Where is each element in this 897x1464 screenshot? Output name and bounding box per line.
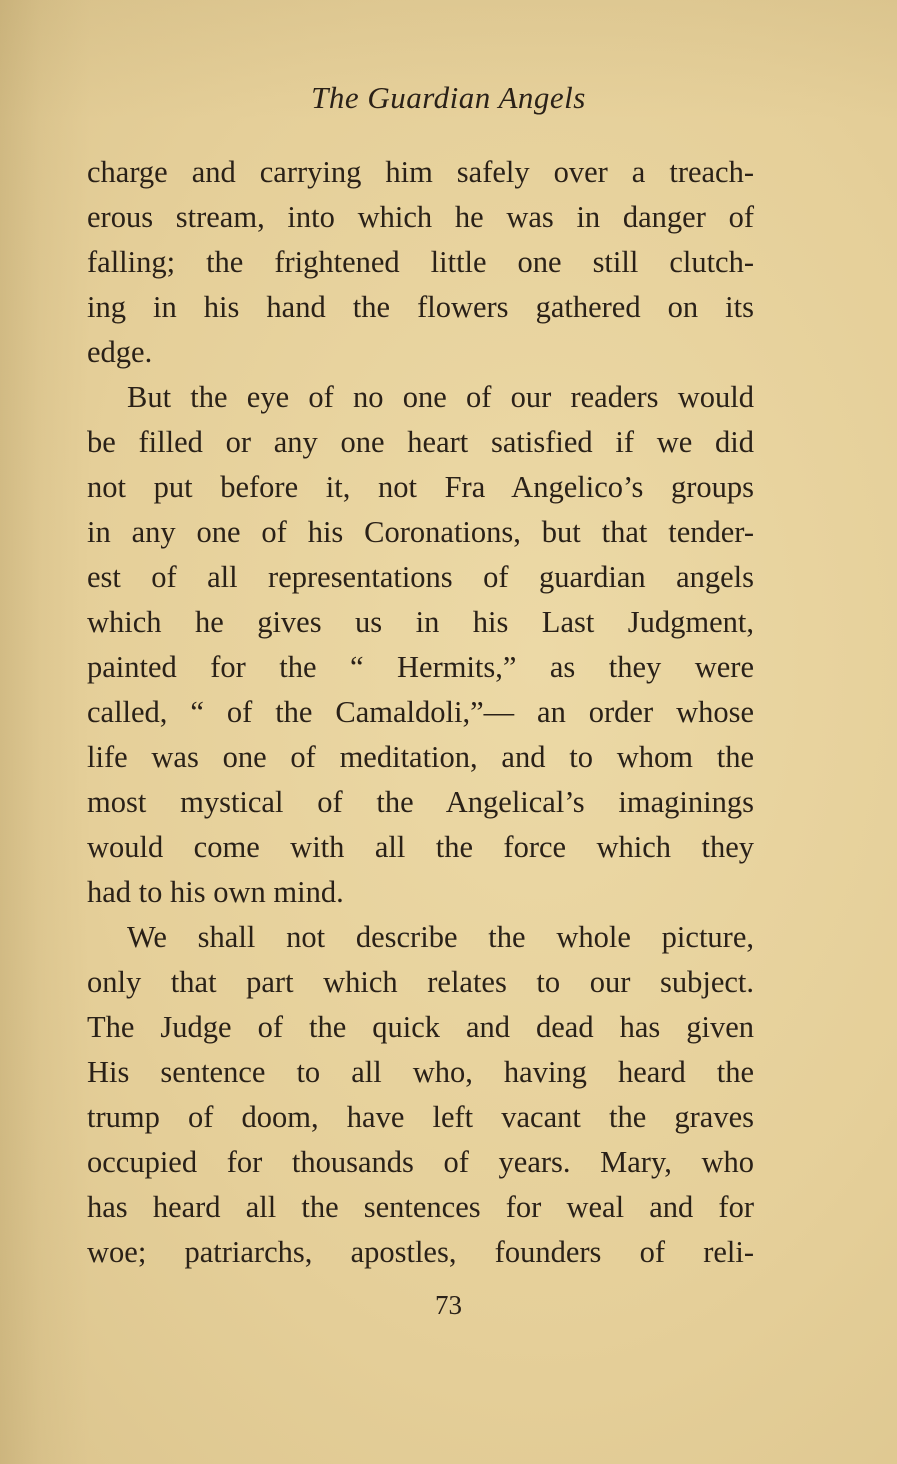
text-line: only that part which relates to our subject.	[87, 965, 754, 999]
text-line: be filled or any one heart satisfied if we did	[87, 425, 754, 459]
text-line: called, “ of the Camaldoli,”— an order whose	[87, 695, 754, 729]
text-line: We shall not describe the whole picture,	[127, 920, 754, 954]
page-number: 73	[435, 1290, 462, 1320]
text-line: edge.	[87, 335, 153, 369]
text-line: But the eye of no one of our readers would	[127, 380, 754, 414]
text-line: woe; patriarchs, apostles, founders of reli-	[87, 1235, 754, 1269]
body-text	[87, 150, 754, 1275]
text-line: His sentence to all who, having heard the	[87, 1055, 754, 1089]
text-line: erous stream, into which he was in danger of	[87, 200, 754, 234]
text-line: in any one of his Coronations, but that tender-	[87, 515, 754, 549]
text-line: life was one of meditation, and to whom the	[87, 740, 754, 774]
text-line: The Judge of the quick and dead has given	[87, 1010, 754, 1044]
text-line: charge and carrying him safely over a treach-	[87, 155, 754, 189]
paragraph-1	[87, 150, 754, 375]
paragraph-2	[87, 375, 754, 915]
text-line: has heard all the sentences for weal and for	[87, 1190, 754, 1224]
text-line: would come with all the force which they	[87, 830, 754, 864]
text-line: trump of doom, have left vacant the graves	[87, 1100, 754, 1134]
text-line: falling; the frightened little one still clutch-	[87, 245, 754, 279]
running-head: The Guardian Angels	[311, 80, 586, 115]
text-line: not put before it, not Fra Angelico’s groups	[87, 470, 754, 504]
text-line: had to his own mind.	[87, 875, 344, 909]
text-line: est of all representations of guardian angels	[87, 560, 754, 594]
text-line: painted for the “ Hermits,” as they were	[87, 650, 754, 684]
text-line: ing in his hand the flowers gathered on its	[87, 290, 754, 324]
paragraph-3	[87, 915, 754, 1275]
text-line: most mystical of the Angelical’s imaginings	[87, 785, 754, 819]
text-line: which he gives us in his Last Judgment,	[87, 605, 754, 639]
text-line: occupied for thousands of years. Mary, who	[87, 1145, 754, 1179]
